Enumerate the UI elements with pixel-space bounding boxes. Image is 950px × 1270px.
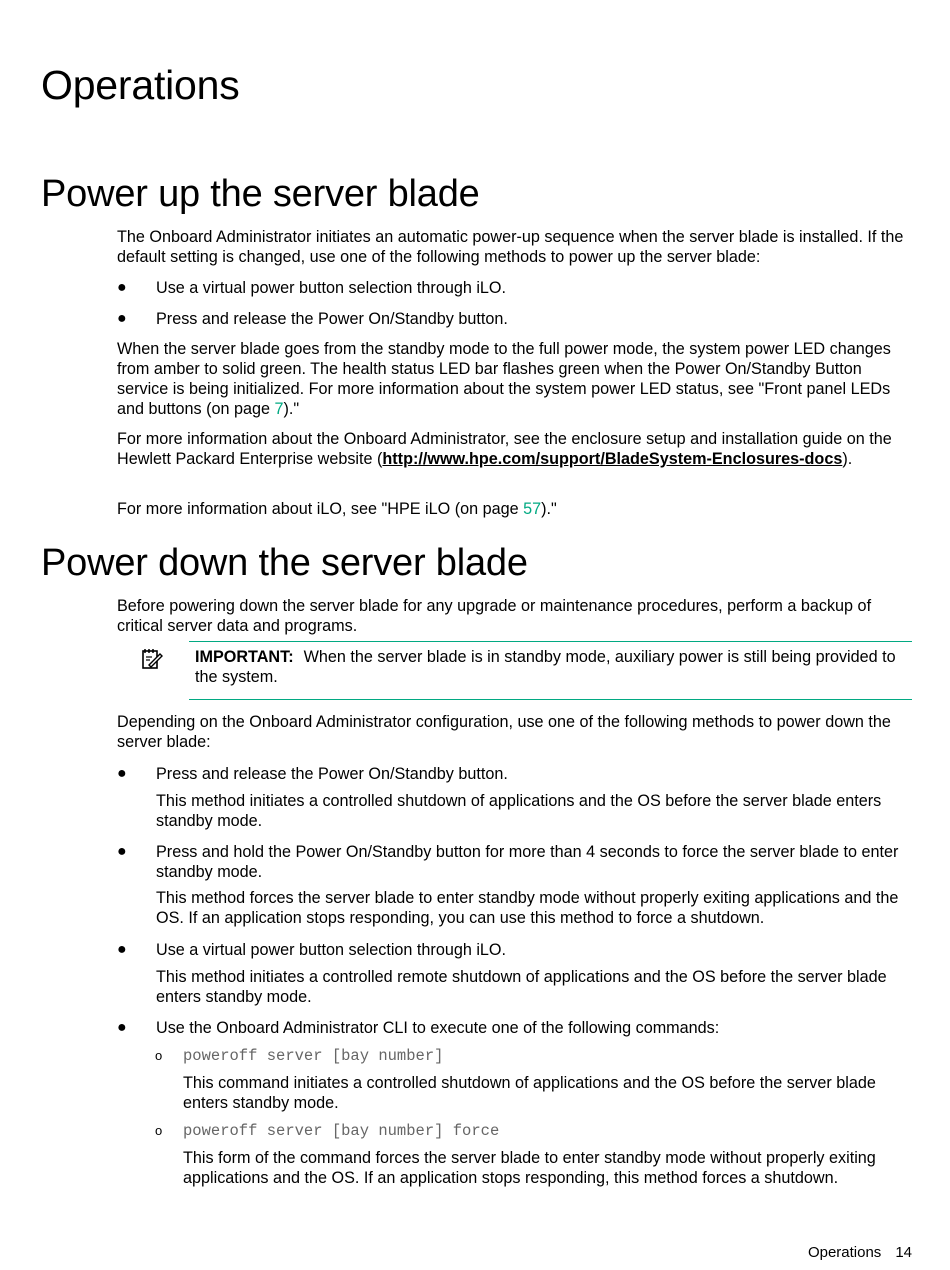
- important-note-text: [195, 647, 910, 687]
- command-poweroff-force-desc: This form of the command forces the server blade to enter standby mode without properly exiting applications and the OS. If an application stops responding, this method forces a shutdown.: [183, 1149, 876, 1187]
- command-poweroff-desc: This command initiates a controlled shutdown of applications and the OS before the server blade enters standby mode.: [183, 1074, 876, 1112]
- section-title-power-down: Power down the server blade: [41, 542, 528, 584]
- ilo-para-end: ).": [541, 500, 557, 518]
- power-up-bullet-ilo: Use a virtual power button selection through iLO.: [156, 279, 507, 297]
- enclosures-docs-link[interactable]: http://www.hpe.com/support/BladeSystem-Enclosures-docs: [382, 450, 843, 468]
- page-ref-link[interactable]: 57: [523, 500, 542, 518]
- footer-section-name: Operations: [807, 1244, 882, 1261]
- power-down-intro: Before powering down the server blade for any upgrade or maintenance procedures, perform a backup of critical server data and programs.: [117, 597, 872, 635]
- bullet-marker: ●: [117, 1019, 127, 1036]
- oa-para-text: For more information about the Onboard Administrator, see the enclosure setup and installation guide on the Hewlett Packard Enterprise website (: [117, 430, 892, 468]
- power-up-intro: The Onboard Administrator initiates an automatic power-up sequence when the server blade is installed. If the default setting is changed, use one of the following methods to power up the server blade:: [117, 228, 904, 266]
- led-para-text: When the server blade goes from the standby mode to the full power mode, the system power LED changes from amber to solid green. The health status LED bar flashes green when the Power On/Standby Button service is being initialized. For more information about the system power LED status, see "Front panel LEDs and buttons (on page: [117, 340, 891, 418]
- important-note-icon: [140, 647, 164, 671]
- page-footer: [808, 1244, 912, 1262]
- section-title-power-up: Power up the server blade: [41, 173, 480, 215]
- power-up-bullet-button: Press and release the Power On/Standby button.: [156, 310, 508, 328]
- important-note-body: When the server blade is in standby mode, auxiliary power is still being provided to the system.: [195, 648, 896, 686]
- power-down-bullet-press-release: Press and release the Power On/Standby button.: [156, 765, 508, 783]
- bullet-marker: ●: [117, 279, 127, 296]
- page-number: 14: [895, 1244, 912, 1261]
- power-down-bullet-desc: This method initiates a controlled shutdown of applications and the OS before the server blade enters standby mode.: [156, 792, 882, 830]
- power-down-bullet-press-hold: Press and hold the Power On/Standby button for more than 4 seconds to force the server blade to enter standby mode.: [156, 843, 899, 881]
- sub-bullet-marker: o: [155, 1048, 163, 1063]
- ilo-para-text: For more information about iLO, see "HPE iLO (on page: [117, 500, 524, 518]
- power-down-bullet-desc: This method forces the server blade to enter standby mode without properly exiting applications and the OS. If an application stops responding, you can use this method to force a shutdown.: [156, 889, 899, 927]
- command-poweroff: poweroff server [bay number]: [183, 1047, 444, 1065]
- sub-bullet-marker: o: [155, 1123, 163, 1138]
- important-label: IMPORTANT:: [195, 648, 294, 666]
- oa-para-end: ).: [842, 450, 853, 468]
- chapter-title: Operations: [41, 62, 240, 108]
- led-status-paragraph: [117, 339, 913, 419]
- ilo-info-paragraph: [117, 499, 913, 519]
- bullet-marker: ●: [117, 843, 127, 860]
- led-para-end: ).": [283, 400, 300, 418]
- power-down-bullet-desc: This method initiates a controlled remote shutdown of applications and the OS before the server blade enters standby mode.: [156, 968, 887, 1006]
- power-down-bullet-cli: Use the Onboard Administrator CLI to execute one of the following commands:: [156, 1019, 720, 1037]
- power-down-bullet-ilo: Use a virtual power button selection through iLO.: [156, 941, 507, 959]
- power-down-methods-intro: Depending on the Onboard Administrator configuration, use one of the following methods to power down the server blade:: [117, 713, 891, 751]
- page-ref-link[interactable]: 7: [274, 400, 284, 418]
- bullet-marker: ●: [117, 941, 127, 958]
- oa-info-paragraph: [117, 429, 913, 469]
- command-poweroff-force: poweroff server [bay number] force: [183, 1122, 500, 1140]
- bullet-marker: ●: [117, 765, 127, 782]
- bullet-marker: ●: [117, 310, 127, 327]
